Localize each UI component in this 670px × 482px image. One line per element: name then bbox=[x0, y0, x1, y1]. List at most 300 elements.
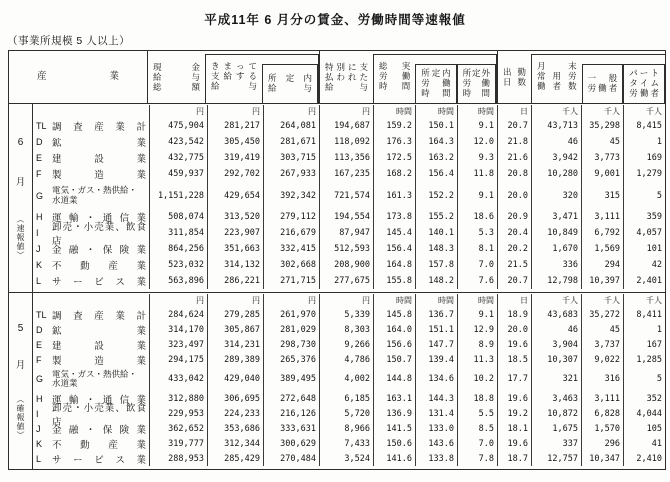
value-cell: 46 bbox=[531, 134, 581, 150]
industry-code: I bbox=[36, 408, 39, 419]
unit-label: 時間 bbox=[373, 105, 415, 118]
value-cell: 288,953 bbox=[149, 451, 207, 466]
value-cell: 314,132 bbox=[207, 257, 263, 273]
value-cell: 18.1 bbox=[497, 421, 531, 436]
value-cell: 17.7 bbox=[497, 367, 531, 391]
industry-code: E bbox=[36, 339, 43, 350]
value-cell: 8.1 bbox=[457, 241, 497, 257]
industry-cell bbox=[33, 353, 149, 367]
industry-label bbox=[52, 186, 149, 205]
industry-cell bbox=[33, 452, 149, 466]
industry-code: L bbox=[36, 453, 42, 464]
unit-label: 円 bbox=[263, 105, 319, 118]
value-cell: 3,904 bbox=[531, 337, 581, 352]
col-header-contractual-pay: きまって 支給する 給 与 bbox=[211, 61, 257, 91]
unit-label: 千人 bbox=[623, 105, 665, 118]
table-row bbox=[33, 222, 665, 247]
value-cell: 320 bbox=[531, 182, 581, 209]
value-cell: 864,256 bbox=[149, 241, 207, 257]
value-cell: 10,397 bbox=[581, 273, 623, 289]
industry-cell bbox=[33, 167, 149, 181]
value-cell: 1,675 bbox=[531, 421, 581, 436]
value-cell: 475,904 bbox=[149, 118, 207, 134]
value-cell: 337 bbox=[531, 436, 581, 451]
value-cell: 19.6 bbox=[497, 337, 531, 352]
industry-label bbox=[52, 370, 149, 389]
industry-cell bbox=[33, 422, 149, 436]
value-cell: 3,942 bbox=[531, 150, 581, 166]
value-cell: 10.2 bbox=[457, 367, 497, 391]
value-cell: 216,126 bbox=[263, 406, 319, 421]
value-cell: 362,652 bbox=[149, 421, 207, 436]
value-cell: 319,777 bbox=[149, 436, 207, 451]
value-cell: 9,001 bbox=[581, 166, 623, 182]
value-cell: 7.6 bbox=[457, 273, 497, 289]
industry-label: 製造業 bbox=[52, 170, 146, 181]
value-cell: 351,663 bbox=[207, 241, 263, 257]
value-cell: 4,002 bbox=[319, 367, 373, 391]
unit-label: 日 bbox=[497, 294, 531, 307]
unit-label: 円 bbox=[207, 105, 263, 118]
industry-label-line2: 水道業 bbox=[52, 378, 78, 388]
industry-cell bbox=[33, 338, 149, 352]
value-cell: 264,081 bbox=[263, 118, 319, 134]
value-cell: 272,648 bbox=[263, 391, 319, 406]
table-row bbox=[33, 150, 665, 166]
value-cell: 224,233 bbox=[207, 406, 263, 421]
value-cell: 163.2 bbox=[415, 150, 457, 166]
industry-label: 卸売・小売業、飲食店 bbox=[52, 402, 146, 428]
industry-label: 運輸・通信業 bbox=[52, 213, 146, 224]
col-header-industry-label: 産 業 bbox=[37, 71, 119, 82]
value-cell: 144.3 bbox=[415, 391, 457, 406]
value-cell: 145.4 bbox=[373, 225, 415, 241]
value-cell: 429,654 bbox=[207, 182, 263, 209]
value-cell: 41 bbox=[623, 436, 665, 451]
value-cell: 161.3 bbox=[373, 182, 415, 209]
value-cell: 267,933 bbox=[263, 166, 319, 182]
value-cell: 20.7 bbox=[497, 273, 531, 289]
value-cell: 281,217 bbox=[207, 118, 263, 134]
value-cell: 8.5 bbox=[457, 421, 497, 436]
value-cell: 1,570 bbox=[581, 421, 623, 436]
value-cell: 5,339 bbox=[319, 307, 373, 322]
value-cell: 144.8 bbox=[373, 367, 415, 391]
unit-label: 千人 bbox=[581, 105, 623, 118]
value-cell: 315 bbox=[581, 182, 623, 209]
value-cell: 9,266 bbox=[319, 337, 373, 352]
value-cell: 148.2 bbox=[415, 273, 457, 289]
table-row bbox=[33, 273, 665, 289]
value-cell: 6,828 bbox=[581, 406, 623, 421]
value-cell: 2,410 bbox=[623, 451, 665, 466]
value-cell: 18.6 bbox=[457, 209, 497, 225]
value-cell: 289,389 bbox=[207, 352, 263, 367]
value-cell: 20.8 bbox=[497, 166, 531, 182]
value-cell: 6,185 bbox=[319, 391, 373, 406]
month-number: 6 bbox=[17, 136, 24, 148]
value-cell: 19.6 bbox=[497, 436, 531, 451]
industry-code: K bbox=[36, 438, 43, 449]
unit-label: 日 bbox=[497, 105, 531, 118]
value-cell: 18.7 bbox=[497, 451, 531, 466]
value-cell: 3,773 bbox=[581, 150, 623, 166]
data-block-june bbox=[9, 104, 665, 292]
value-cell: 150.1 bbox=[415, 118, 457, 134]
value-cell: 21.6 bbox=[497, 150, 531, 166]
value-cell: 8,411 bbox=[623, 307, 665, 322]
value-cell: 5 bbox=[623, 367, 665, 391]
value-cell: 8,303 bbox=[319, 322, 373, 337]
value-cell: 208,900 bbox=[319, 257, 373, 273]
value-cell: 12.0 bbox=[457, 134, 497, 150]
industry-code: D bbox=[36, 137, 43, 147]
value-cell: 10,347 bbox=[581, 451, 623, 466]
value-cell: 305,867 bbox=[207, 322, 263, 337]
data-rows bbox=[33, 293, 665, 469]
industry-label: 不動産業 bbox=[52, 439, 146, 451]
value-cell: 148.3 bbox=[415, 241, 457, 257]
month-stub bbox=[9, 104, 33, 292]
value-cell: 305,450 bbox=[207, 134, 263, 150]
table-row bbox=[33, 337, 665, 352]
unit-label: 時間 bbox=[457, 294, 497, 307]
value-cell: 152.2 bbox=[415, 182, 457, 209]
value-cell: 223,907 bbox=[207, 225, 263, 241]
month-note: （確報値） bbox=[16, 394, 25, 440]
value-cell: 172.5 bbox=[373, 150, 415, 166]
value-cell: 5.5 bbox=[457, 406, 497, 421]
value-cell: 156.4 bbox=[373, 241, 415, 257]
value-cell: 265,376 bbox=[263, 352, 319, 367]
value-cell: 164.0 bbox=[373, 322, 415, 337]
value-cell: 1,279 bbox=[623, 166, 665, 182]
industry-label: 製造業 bbox=[52, 355, 146, 367]
table-row bbox=[33, 257, 665, 273]
industry-code: F bbox=[36, 169, 42, 179]
value-cell: 42 bbox=[623, 257, 665, 273]
industry-label: 運輸・通信業 bbox=[52, 394, 146, 406]
value-cell: 332,415 bbox=[263, 241, 319, 257]
unit-label: 円 bbox=[263, 294, 319, 307]
value-cell: 11.8 bbox=[457, 166, 497, 182]
value-cell: 12,798 bbox=[531, 273, 581, 289]
value-cell: 45 bbox=[581, 322, 623, 337]
month-number: 5 bbox=[17, 322, 24, 334]
col-header-scheduled-hours: 所定内 労 働 時 間 bbox=[415, 64, 456, 103]
value-cell: 353,686 bbox=[207, 421, 263, 436]
industry-label: 建設業 bbox=[52, 154, 146, 165]
month-unit: 月 bbox=[15, 360, 26, 371]
value-cell: 101 bbox=[623, 241, 665, 257]
units-row bbox=[33, 105, 665, 118]
value-cell: 20.7 bbox=[497, 118, 531, 134]
table-row bbox=[33, 436, 665, 451]
unit-label: 円 bbox=[149, 105, 207, 118]
value-cell: 43,713 bbox=[531, 118, 581, 134]
value-cell: 163.1 bbox=[373, 391, 415, 406]
value-cell: 6,792 bbox=[581, 225, 623, 241]
value-cell: 131.4 bbox=[415, 406, 457, 421]
value-cell: 136.7 bbox=[415, 307, 457, 322]
col-group-contractual-pay bbox=[205, 54, 319, 103]
value-cell: 7,433 bbox=[319, 436, 373, 451]
value-cell: 271,715 bbox=[263, 273, 319, 289]
value-cell: 279,285 bbox=[207, 307, 263, 322]
value-cell: 312,344 bbox=[207, 436, 263, 451]
table-row bbox=[33, 322, 665, 337]
value-cell: 133.8 bbox=[415, 451, 457, 466]
col-header-industry bbox=[9, 51, 147, 103]
value-cell: 21.8 bbox=[497, 134, 531, 150]
col-header-days-worked: 出勤 日数 bbox=[497, 51, 531, 103]
value-cell: 20.0 bbox=[497, 182, 531, 209]
industry-label-line1: 電気・ガス・熱供給・ bbox=[52, 185, 138, 195]
value-cell: 87,947 bbox=[319, 225, 373, 241]
value-cell: 150.6 bbox=[373, 436, 415, 451]
value-cell: 4,044 bbox=[623, 406, 665, 421]
unit-label: 時間 bbox=[373, 294, 415, 307]
value-cell: 10,307 bbox=[531, 352, 581, 367]
industry-cell bbox=[33, 242, 149, 256]
value-cell: 281,029 bbox=[263, 322, 319, 337]
unit-label: 千人 bbox=[581, 294, 623, 307]
value-cell: 279,112 bbox=[263, 209, 319, 225]
unit-label: 千人 bbox=[531, 294, 581, 307]
value-cell: 277,675 bbox=[319, 273, 373, 289]
industry-label: サービス業 bbox=[52, 454, 146, 466]
value-cell: 423,542 bbox=[149, 134, 207, 150]
unit-label: 千人 bbox=[531, 105, 581, 118]
value-cell: 9.1 bbox=[457, 307, 497, 322]
table-row bbox=[33, 421, 665, 436]
value-cell: 118,092 bbox=[319, 134, 373, 150]
data-block-may bbox=[9, 292, 665, 469]
value-cell: 20.0 bbox=[497, 322, 531, 337]
industry-cell bbox=[33, 437, 149, 451]
value-cell: 46 bbox=[531, 322, 581, 337]
table-row bbox=[33, 451, 665, 466]
month-note: （速報値） bbox=[16, 214, 25, 260]
value-cell: 19.6 bbox=[497, 391, 531, 406]
value-cell: 319,419 bbox=[207, 150, 263, 166]
value-cell: 8,415 bbox=[623, 118, 665, 134]
value-cell: 10,280 bbox=[531, 166, 581, 182]
table-row bbox=[33, 182, 665, 209]
value-cell: 1,285 bbox=[623, 352, 665, 367]
value-cell: 314,231 bbox=[207, 337, 263, 352]
value-cell: 1,151,228 bbox=[149, 182, 207, 209]
col-header-cash-total: 現 金 給 与 総 額 bbox=[147, 51, 205, 103]
value-cell: 5.3 bbox=[457, 225, 497, 241]
value-cell: 292,702 bbox=[207, 166, 263, 182]
value-cell: 296 bbox=[581, 436, 623, 451]
value-cell: 2,401 bbox=[623, 273, 665, 289]
month-unit: 月 bbox=[15, 177, 26, 188]
value-cell: 150.7 bbox=[373, 352, 415, 367]
value-cell: 168.2 bbox=[373, 166, 415, 182]
value-cell: 433,042 bbox=[149, 367, 207, 391]
value-cell: 229,953 bbox=[149, 406, 207, 421]
value-cell: 313,520 bbox=[207, 209, 263, 225]
value-cell: 284,624 bbox=[149, 307, 207, 322]
value-cell: 143.6 bbox=[415, 436, 457, 451]
value-cell: 9.1 bbox=[457, 118, 497, 134]
value-cell: 45 bbox=[581, 134, 623, 150]
industry-code: G bbox=[36, 374, 44, 384]
unit-label: 円 bbox=[319, 294, 373, 307]
value-cell: 141.6 bbox=[373, 451, 415, 466]
value-cell: 432,775 bbox=[149, 150, 207, 166]
value-cell: 43,683 bbox=[531, 307, 581, 322]
table-row bbox=[33, 307, 665, 322]
value-cell: 18.9 bbox=[497, 307, 531, 322]
value-cell: 316 bbox=[581, 367, 623, 391]
value-cell: 105 bbox=[623, 421, 665, 436]
data-rows bbox=[33, 104, 665, 292]
scope-note: （事業所規模 5 人以上） bbox=[7, 35, 131, 47]
unit-label: 千人 bbox=[623, 294, 665, 307]
value-cell: 508,074 bbox=[149, 209, 207, 225]
value-cell: 352 bbox=[623, 391, 665, 406]
value-cell: 4,786 bbox=[319, 352, 373, 367]
industry-label: 調査産業計 bbox=[52, 122, 146, 133]
table-row bbox=[33, 352, 665, 367]
value-cell: 303,715 bbox=[263, 150, 319, 166]
value-cell: 159.2 bbox=[373, 118, 415, 134]
value-cell: 7.8 bbox=[457, 451, 497, 466]
value-cell: 5 bbox=[623, 182, 665, 209]
value-cell: 18.8 bbox=[457, 391, 497, 406]
value-cell: 141.5 bbox=[373, 421, 415, 436]
value-cell: 302,668 bbox=[263, 257, 319, 273]
value-cell: 9.3 bbox=[457, 150, 497, 166]
value-cell: 164.3 bbox=[415, 134, 457, 150]
industry-label: 建設業 bbox=[52, 340, 146, 352]
value-cell: 155.2 bbox=[415, 209, 457, 225]
value-cell: 133.0 bbox=[415, 421, 457, 436]
value-cell: 113,356 bbox=[319, 150, 373, 166]
industry-cell bbox=[33, 274, 149, 288]
industry-code: I bbox=[36, 228, 39, 238]
value-cell: 18.5 bbox=[497, 352, 531, 367]
value-cell: 169 bbox=[623, 150, 665, 166]
industry-label: サービス業 bbox=[52, 277, 146, 288]
col-header-month-end-workers: 月 末 常用労 働者数 bbox=[537, 61, 577, 91]
industry-code: J bbox=[36, 244, 41, 254]
table-row bbox=[33, 241, 665, 257]
value-cell: 9.1 bbox=[457, 182, 497, 209]
unit-label: 時間 bbox=[457, 105, 497, 118]
industry-label: 金融・保険業 bbox=[52, 245, 146, 256]
industry-code: E bbox=[36, 153, 43, 163]
value-cell: 134.6 bbox=[415, 367, 457, 391]
value-cell: 3,471 bbox=[531, 209, 581, 225]
value-cell: 333,631 bbox=[263, 421, 319, 436]
value-cell: 136.9 bbox=[373, 406, 415, 421]
units-row bbox=[33, 294, 665, 307]
value-cell: 167,235 bbox=[319, 166, 373, 182]
industry-cell bbox=[33, 323, 149, 337]
industry-label: 金融・保険業 bbox=[52, 424, 146, 436]
value-cell: 156.4 bbox=[415, 166, 457, 182]
table-row bbox=[33, 166, 665, 182]
value-cell: 8.9 bbox=[457, 337, 497, 352]
value-cell: 10,872 bbox=[531, 406, 581, 421]
industry-code: D bbox=[36, 324, 43, 335]
col-header-overtime-hours: 所定外 労 働 時 間 bbox=[457, 64, 496, 103]
value-cell: 35,298 bbox=[581, 118, 623, 134]
unit-label: 時間 bbox=[415, 105, 457, 118]
value-cell: 3,463 bbox=[531, 391, 581, 406]
value-cell: 359 bbox=[623, 209, 665, 225]
value-cell: 392,342 bbox=[263, 182, 319, 209]
value-cell: 20.9 bbox=[497, 209, 531, 225]
value-cell: 5,720 bbox=[319, 406, 373, 421]
value-cell: 294 bbox=[581, 257, 623, 273]
page-title: 平成11年 6 月分の賃金、労働時間等速報値 bbox=[204, 13, 466, 27]
value-cell: 1 bbox=[623, 134, 665, 150]
value-cell: 523,032 bbox=[149, 257, 207, 273]
value-cell: 3,524 bbox=[319, 451, 373, 466]
value-cell: 3,737 bbox=[581, 337, 623, 352]
value-cell: 8,966 bbox=[319, 421, 373, 436]
industry-cell bbox=[33, 186, 149, 205]
value-cell: 4,057 bbox=[623, 225, 665, 241]
value-cell: 145.8 bbox=[373, 307, 415, 322]
value-cell: 3,111 bbox=[581, 209, 623, 225]
value-cell: 10,849 bbox=[531, 225, 581, 241]
industry-cell bbox=[33, 135, 149, 149]
value-cell: 285,429 bbox=[207, 451, 263, 466]
value-cell: 12,757 bbox=[531, 451, 581, 466]
unit-label: 円 bbox=[319, 105, 373, 118]
table-header bbox=[9, 51, 665, 104]
value-cell: 147.7 bbox=[415, 337, 457, 352]
industry-label-line1: 電気・ガス・熱供給・ bbox=[52, 368, 138, 379]
value-cell: 11.3 bbox=[457, 352, 497, 367]
industry-code: K bbox=[36, 260, 43, 270]
col-group-workers bbox=[531, 54, 665, 103]
industry-code: TL bbox=[36, 309, 47, 320]
industry-cell bbox=[33, 370, 149, 389]
value-cell: 270,484 bbox=[263, 451, 319, 466]
table-row bbox=[33, 367, 665, 391]
value-cell: 140.1 bbox=[415, 225, 457, 241]
value-cell: 216,679 bbox=[263, 225, 319, 241]
col-group-hours bbox=[373, 54, 497, 103]
col-header-special-pay: 特別に支 払われた 給 与 bbox=[319, 51, 373, 103]
value-cell: 1 bbox=[623, 322, 665, 337]
industry-label: 不動産業 bbox=[52, 261, 146, 272]
industry-cell bbox=[33, 308, 149, 322]
industry-code: G bbox=[36, 190, 44, 201]
value-cell: 151.1 bbox=[415, 322, 457, 337]
industry-cell bbox=[33, 119, 149, 133]
value-cell: 173.8 bbox=[373, 209, 415, 225]
value-cell: 19.2 bbox=[497, 406, 531, 421]
value-cell: 286,221 bbox=[207, 273, 263, 289]
industry-code: J bbox=[36, 423, 41, 434]
value-cell: 336 bbox=[531, 257, 581, 273]
value-cell: 314,170 bbox=[149, 322, 207, 337]
value-cell: 176.3 bbox=[373, 134, 415, 150]
industry-label: 調査産業計 bbox=[52, 310, 146, 322]
value-cell: 20.4 bbox=[497, 225, 531, 241]
value-cell: 3,111 bbox=[581, 391, 623, 406]
value-cell: 9,022 bbox=[581, 352, 623, 367]
table-row bbox=[33, 402, 665, 428]
